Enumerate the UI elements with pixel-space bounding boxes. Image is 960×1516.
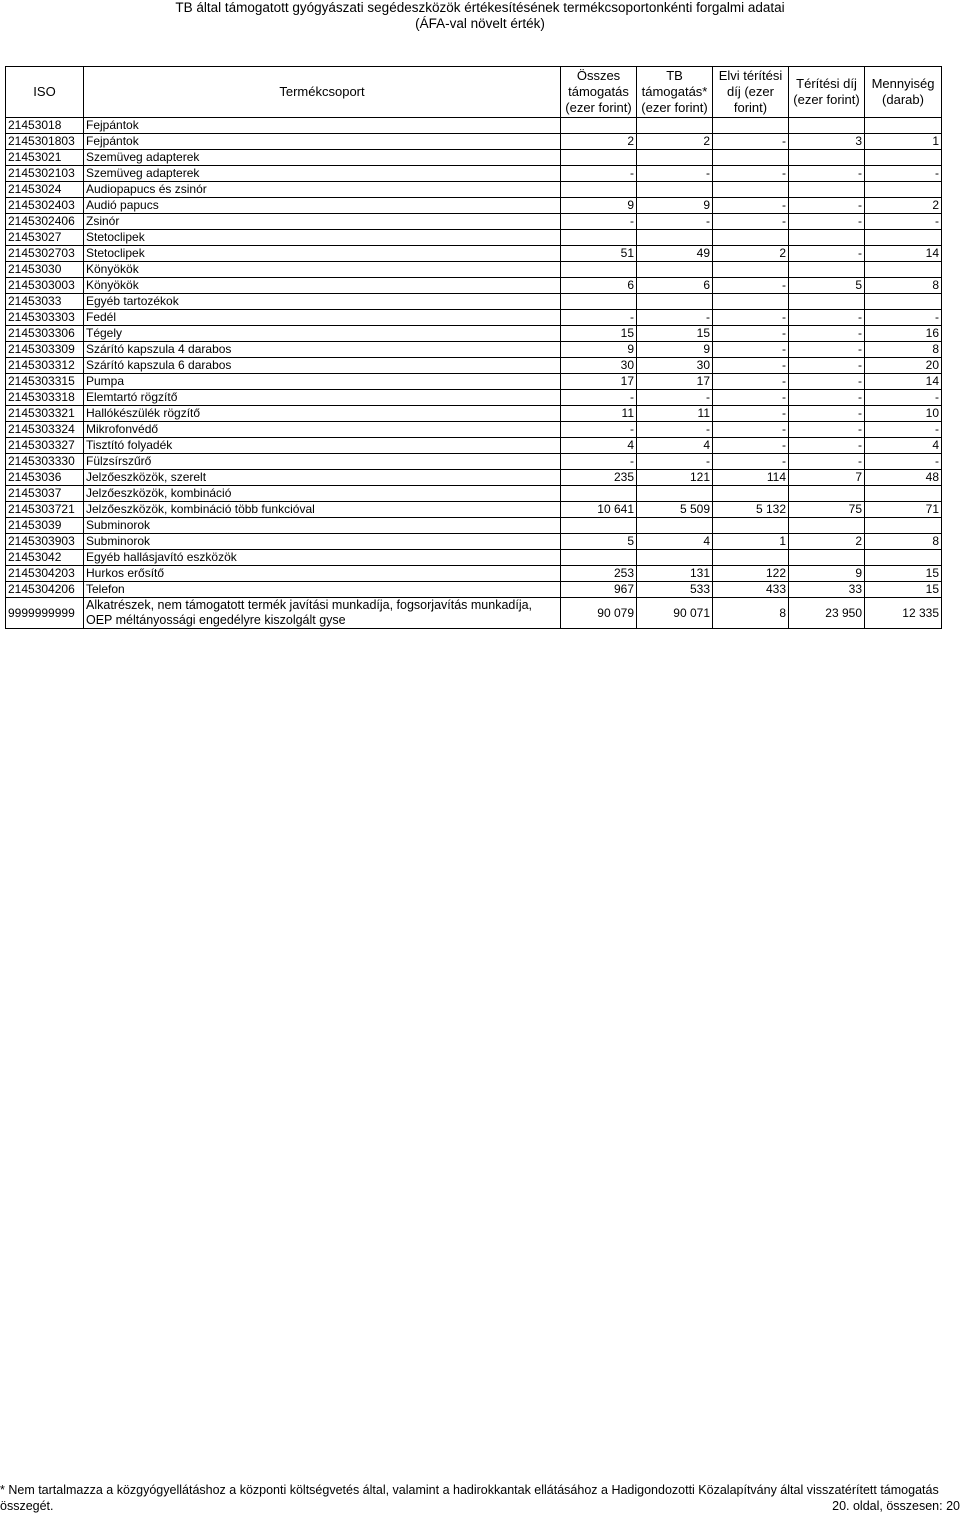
table-row (6, 438, 942, 454)
cell-osszes: - (561, 422, 637, 438)
table-row (6, 454, 942, 470)
cell-iso: 2145303903 (6, 534, 84, 550)
cell-osszes (561, 550, 637, 566)
cell-tb: 15 (637, 326, 713, 342)
cell-teritesi: 33 (789, 582, 865, 598)
cell-elvi: - (713, 390, 789, 406)
cell-tb: 30 (637, 358, 713, 374)
cell-iso: 21453030 (6, 262, 84, 278)
cell-mennyiseg: 8 (865, 278, 942, 294)
cell-teritesi: - (789, 454, 865, 470)
cell-teritesi: - (789, 198, 865, 214)
cell-teritesi: 2 (789, 534, 865, 550)
col-header-mennyiseg: Mennyiség (darab) (865, 67, 942, 118)
cell-tb: - (637, 422, 713, 438)
cell-product-group: Szárító kapszula 4 darabos (84, 342, 561, 358)
cell-product-group: Alkatrészek, nem támogatott termék javítási munkadíja, fogsorjavítás munkadíja, OEP méltányossági engedélyre kiszolgált gyse (84, 598, 561, 629)
cell-iso: 2145303324 (6, 422, 84, 438)
cell-tb: 11 (637, 406, 713, 422)
table-row (6, 166, 942, 182)
footnote-continuation: összegét. (0, 1499, 54, 1513)
cell-elvi: - (713, 374, 789, 390)
cell-mennyiseg (865, 486, 942, 502)
cell-elvi (713, 182, 789, 198)
cell-iso: 21453021 (6, 150, 84, 166)
col-header-group: Termékcsoport (84, 67, 561, 118)
cell-elvi (713, 150, 789, 166)
cell-tb: - (637, 214, 713, 230)
cell-product-group: Könyökök (84, 262, 561, 278)
cell-teritesi: - (789, 358, 865, 374)
cell-teritesi: - (789, 246, 865, 262)
col-header-osszes: Összes támogatás (ezer forint) (561, 67, 637, 118)
cell-osszes (561, 486, 637, 502)
cell-product-group: Fedél (84, 310, 561, 326)
cell-mennyiseg (865, 118, 942, 134)
cell-mennyiseg (865, 550, 942, 566)
col-header-teritesi: Térítési díj (ezer forint) (789, 67, 865, 118)
cell-teritesi: - (789, 214, 865, 230)
cell-elvi: - (713, 278, 789, 294)
cell-osszes (561, 118, 637, 134)
cell-product-group: Jelzőeszközök, kombináció (84, 486, 561, 502)
cell-tb: 533 (637, 582, 713, 598)
cell-osszes: 10 641 (561, 502, 637, 518)
cell-product-group: Elemtartó rögzítő (84, 390, 561, 406)
cell-osszes: 967 (561, 582, 637, 598)
cell-teritesi: 3 (789, 134, 865, 150)
cell-mennyiseg (865, 150, 942, 166)
cell-teritesi: 7 (789, 470, 865, 486)
cell-product-group: Subminorok (84, 518, 561, 534)
cell-iso: 21453024 (6, 182, 84, 198)
cell-teritesi: - (789, 342, 865, 358)
cell-iso: 2145303303 (6, 310, 84, 326)
cell-elvi (713, 550, 789, 566)
cell-osszes: 30 (561, 358, 637, 374)
cell-mennyiseg: 48 (865, 470, 942, 486)
cell-elvi (713, 518, 789, 534)
col-header-tb: TB támogatás* (ezer forint) (637, 67, 713, 118)
cell-product-group: Egyéb hallásjavító eszközök (84, 550, 561, 566)
table-body (6, 118, 942, 629)
cell-osszes: 253 (561, 566, 637, 582)
cell-mennyiseg: 15 (865, 582, 942, 598)
cell-teritesi (789, 550, 865, 566)
cell-osszes: - (561, 390, 637, 406)
table-row (6, 550, 942, 566)
table-row (6, 486, 942, 502)
table-row (6, 534, 942, 550)
cell-elvi: 5 132 (713, 502, 789, 518)
cell-mennyiseg: 4 (865, 438, 942, 454)
cell-tb (637, 550, 713, 566)
cell-product-group: Stetoclipek (84, 246, 561, 262)
cell-iso: 21453037 (6, 486, 84, 502)
cell-tb (637, 262, 713, 278)
cell-mennyiseg: 8 (865, 534, 942, 550)
cell-osszes: 9 (561, 198, 637, 214)
table-row (6, 310, 942, 326)
cell-elvi: - (713, 438, 789, 454)
cell-iso: 2145302406 (6, 214, 84, 230)
table-row (6, 374, 942, 390)
cell-tb: 131 (637, 566, 713, 582)
cell-iso: 2145304206 (6, 582, 84, 598)
cell-iso: 2145303330 (6, 454, 84, 470)
cell-product-group: Telefon (84, 582, 561, 598)
cell-teritesi: 9 (789, 566, 865, 582)
table-row (6, 182, 942, 198)
cell-mennyiseg: 12 335 (865, 598, 942, 629)
cell-product-group: Hurkos erősítő (84, 566, 561, 582)
cell-iso: 21453042 (6, 550, 84, 566)
cell-mennyiseg: 16 (865, 326, 942, 342)
cell-product-group: Szemüveg adapterek (84, 150, 561, 166)
cell-tb: 5 509 (637, 502, 713, 518)
cell-tb: - (637, 454, 713, 470)
cell-mennyiseg: - (865, 166, 942, 182)
cell-elvi: - (713, 454, 789, 470)
cell-iso: 2145301803 (6, 134, 84, 150)
cell-iso: 21453018 (6, 118, 84, 134)
cell-osszes: 90 079 (561, 598, 637, 629)
cell-teritesi: 5 (789, 278, 865, 294)
cell-tb: 6 (637, 278, 713, 294)
cell-mennyiseg (865, 294, 942, 310)
cell-elvi: - (713, 198, 789, 214)
cell-elvi: - (713, 406, 789, 422)
cell-tb: 90 071 (637, 598, 713, 629)
cell-tb (637, 294, 713, 310)
cell-tb: - (637, 166, 713, 182)
cell-osszes: 11 (561, 406, 637, 422)
cell-elvi: 1 (713, 534, 789, 550)
cell-iso: 2145302403 (6, 198, 84, 214)
cell-mennyiseg: 14 (865, 246, 942, 262)
cell-teritesi: - (789, 438, 865, 454)
table-row (6, 214, 942, 230)
col-header-iso: ISO (6, 67, 84, 118)
footnote: * Nem tartalmazza a közgyógyellátáshoz a központi költségvetés által, valamint a hadirokkantak ellátásához a Hadigondozotti Közalapítvány által visszatérített támogatás (0, 1483, 939, 1497)
cell-teritesi (789, 486, 865, 502)
cell-iso: 21453036 (6, 470, 84, 486)
cell-iso: 2145303721 (6, 502, 84, 518)
cell-product-group: Tégely (84, 326, 561, 342)
table-row (6, 406, 942, 422)
cell-iso: 2145303312 (6, 358, 84, 374)
table-row (6, 326, 942, 342)
cell-iso: 2145303003 (6, 278, 84, 294)
cell-teritesi: - (789, 166, 865, 182)
cell-iso: 9999999999 (6, 598, 84, 629)
cell-osszes: 17 (561, 374, 637, 390)
cell-iso: 21453039 (6, 518, 84, 534)
table-row (6, 150, 942, 166)
cell-mennyiseg (865, 518, 942, 534)
cell-elvi: 122 (713, 566, 789, 582)
cell-tb (637, 518, 713, 534)
table-row (6, 598, 942, 629)
cell-iso: 2145304203 (6, 566, 84, 582)
cell-elvi: - (713, 310, 789, 326)
cell-tb: - (637, 390, 713, 406)
cell-mennyiseg: 2 (865, 198, 942, 214)
cell-elvi: 114 (713, 470, 789, 486)
cell-elvi: - (713, 358, 789, 374)
page-number: 20. oldal, összesen: 20 (832, 1499, 960, 1513)
cell-elvi: 433 (713, 582, 789, 598)
table-row (6, 422, 942, 438)
cell-mennyiseg (865, 230, 942, 246)
cell-product-group: Jelzőeszközök, szerelt (84, 470, 561, 486)
cell-elvi: - (713, 326, 789, 342)
cell-osszes (561, 294, 637, 310)
cell-product-group: Mikrofonvédő (84, 422, 561, 438)
cell-mennyiseg: 10 (865, 406, 942, 422)
cell-product-group: Audió papucs (84, 198, 561, 214)
cell-product-group: Hallókészülék rögzítő (84, 406, 561, 422)
table-row (6, 390, 942, 406)
cell-elvi: - (713, 214, 789, 230)
cell-product-group: Szemüveg adapterek (84, 166, 561, 182)
cell-iso: 2145303321 (6, 406, 84, 422)
cell-elvi: 8 (713, 598, 789, 629)
cell-teritesi (789, 230, 865, 246)
cell-teritesi (789, 182, 865, 198)
cell-product-group: Stetoclipek (84, 230, 561, 246)
cell-mennyiseg: - (865, 422, 942, 438)
cell-osszes: 2 (561, 134, 637, 150)
cell-product-group: Fejpántok (84, 134, 561, 150)
cell-product-group: Könyökök (84, 278, 561, 294)
table-row (6, 582, 942, 598)
cell-osszes: 6 (561, 278, 637, 294)
cell-osszes: - (561, 166, 637, 182)
cell-tb (637, 118, 713, 134)
cell-mennyiseg: - (865, 310, 942, 326)
cell-tb: 4 (637, 438, 713, 454)
table-row (6, 566, 942, 582)
table-row (6, 230, 942, 246)
cell-mennyiseg: - (865, 214, 942, 230)
cell-mennyiseg: 1 (865, 134, 942, 150)
cell-osszes (561, 182, 637, 198)
cell-elvi (713, 294, 789, 310)
cell-mennyiseg: 14 (865, 374, 942, 390)
cell-tb: - (637, 310, 713, 326)
table-row (6, 502, 942, 518)
table-row (6, 470, 942, 486)
cell-tb: 9 (637, 198, 713, 214)
cell-product-group: Fülzsírszűrő (84, 454, 561, 470)
cell-tb (637, 182, 713, 198)
table-row (6, 134, 942, 150)
cell-elvi (713, 262, 789, 278)
cell-osszes (561, 518, 637, 534)
cell-product-group: Subminorok (84, 534, 561, 550)
cell-teritesi: 75 (789, 502, 865, 518)
cell-osszes: - (561, 310, 637, 326)
cell-elvi: - (713, 342, 789, 358)
cell-tb (637, 486, 713, 502)
cell-mennyiseg: 15 (865, 566, 942, 582)
cell-tb: 2 (637, 134, 713, 150)
cell-elvi: - (713, 166, 789, 182)
cell-iso: 2145303315 (6, 374, 84, 390)
cell-teritesi (789, 150, 865, 166)
cell-mennyiseg: - (865, 454, 942, 470)
cell-osszes: 4 (561, 438, 637, 454)
cell-osszes: - (561, 214, 637, 230)
cell-tb: 49 (637, 246, 713, 262)
cell-elvi: - (713, 422, 789, 438)
cell-teritesi (789, 262, 865, 278)
cell-tb (637, 150, 713, 166)
cell-tb (637, 230, 713, 246)
cell-product-group: Pumpa (84, 374, 561, 390)
title-line-1: TB által támogatott gyógyászati segédeszközök értékesítésének termékcsoportonkénti forgalmi adatai (175, 0, 785, 15)
cell-mennyiseg: - (865, 390, 942, 406)
cell-tb: 4 (637, 534, 713, 550)
cell-elvi (713, 118, 789, 134)
cell-iso: 21453033 (6, 294, 84, 310)
cell-osszes: - (561, 454, 637, 470)
cell-teritesi: - (789, 390, 865, 406)
cell-product-group: Szárító kapszula 6 darabos (84, 358, 561, 374)
cell-product-group: Jelzőeszközök, kombináció több funkcióval (84, 502, 561, 518)
title-line-2: (ÁFA-val növelt érték) (415, 16, 545, 31)
cell-teritesi (789, 294, 865, 310)
cell-teritesi: - (789, 422, 865, 438)
cell-iso: 2145302103 (6, 166, 84, 182)
cell-iso: 2145303327 (6, 438, 84, 454)
cell-osszes: 9 (561, 342, 637, 358)
cell-iso: 2145303318 (6, 390, 84, 406)
cell-teritesi: - (789, 374, 865, 390)
table-row (6, 118, 942, 134)
table-row (6, 294, 942, 310)
cell-mennyiseg: 71 (865, 502, 942, 518)
col-header-elvi: Elvi térítési díj (ezer forint) (713, 67, 789, 118)
cell-osszes: 51 (561, 246, 637, 262)
table-row (6, 278, 942, 294)
data-table (5, 66, 942, 629)
footer (0, 1482, 960, 1514)
cell-product-group: Fejpántok (84, 118, 561, 134)
table-header-row (6, 67, 942, 118)
cell-iso: 2145302703 (6, 246, 84, 262)
cell-osszes: 235 (561, 470, 637, 486)
cell-product-group: Audiopapucs és zsinór (84, 182, 561, 198)
table-row (6, 342, 942, 358)
cell-iso: 2145303306 (6, 326, 84, 342)
cell-mennyiseg: 20 (865, 358, 942, 374)
cell-osszes (561, 150, 637, 166)
cell-product-group: Zsinór (84, 214, 561, 230)
cell-teritesi: - (789, 406, 865, 422)
cell-mennyiseg (865, 182, 942, 198)
table-row (6, 518, 942, 534)
cell-elvi: 2 (713, 246, 789, 262)
cell-teritesi: - (789, 310, 865, 326)
table-row (6, 358, 942, 374)
cell-teritesi (789, 518, 865, 534)
page-title (0, 0, 960, 32)
cell-iso: 2145303309 (6, 342, 84, 358)
cell-tb: 17 (637, 374, 713, 390)
cell-osszes: 15 (561, 326, 637, 342)
cell-iso: 21453027 (6, 230, 84, 246)
cell-mennyiseg (865, 262, 942, 278)
cell-elvi (713, 486, 789, 502)
cell-tb: 9 (637, 342, 713, 358)
table-row (6, 246, 942, 262)
cell-teritesi: - (789, 326, 865, 342)
cell-tb: 121 (637, 470, 713, 486)
cell-osszes: 5 (561, 534, 637, 550)
cell-elvi: - (713, 134, 789, 150)
cell-product-group: Egyéb tartozékok (84, 294, 561, 310)
cell-elvi (713, 230, 789, 246)
cell-osszes (561, 262, 637, 278)
cell-osszes (561, 230, 637, 246)
table-row (6, 198, 942, 214)
cell-teritesi: 23 950 (789, 598, 865, 629)
cell-product-group: Tisztító folyadék (84, 438, 561, 454)
cell-teritesi (789, 118, 865, 134)
table-row (6, 262, 942, 278)
cell-mennyiseg: 8 (865, 342, 942, 358)
